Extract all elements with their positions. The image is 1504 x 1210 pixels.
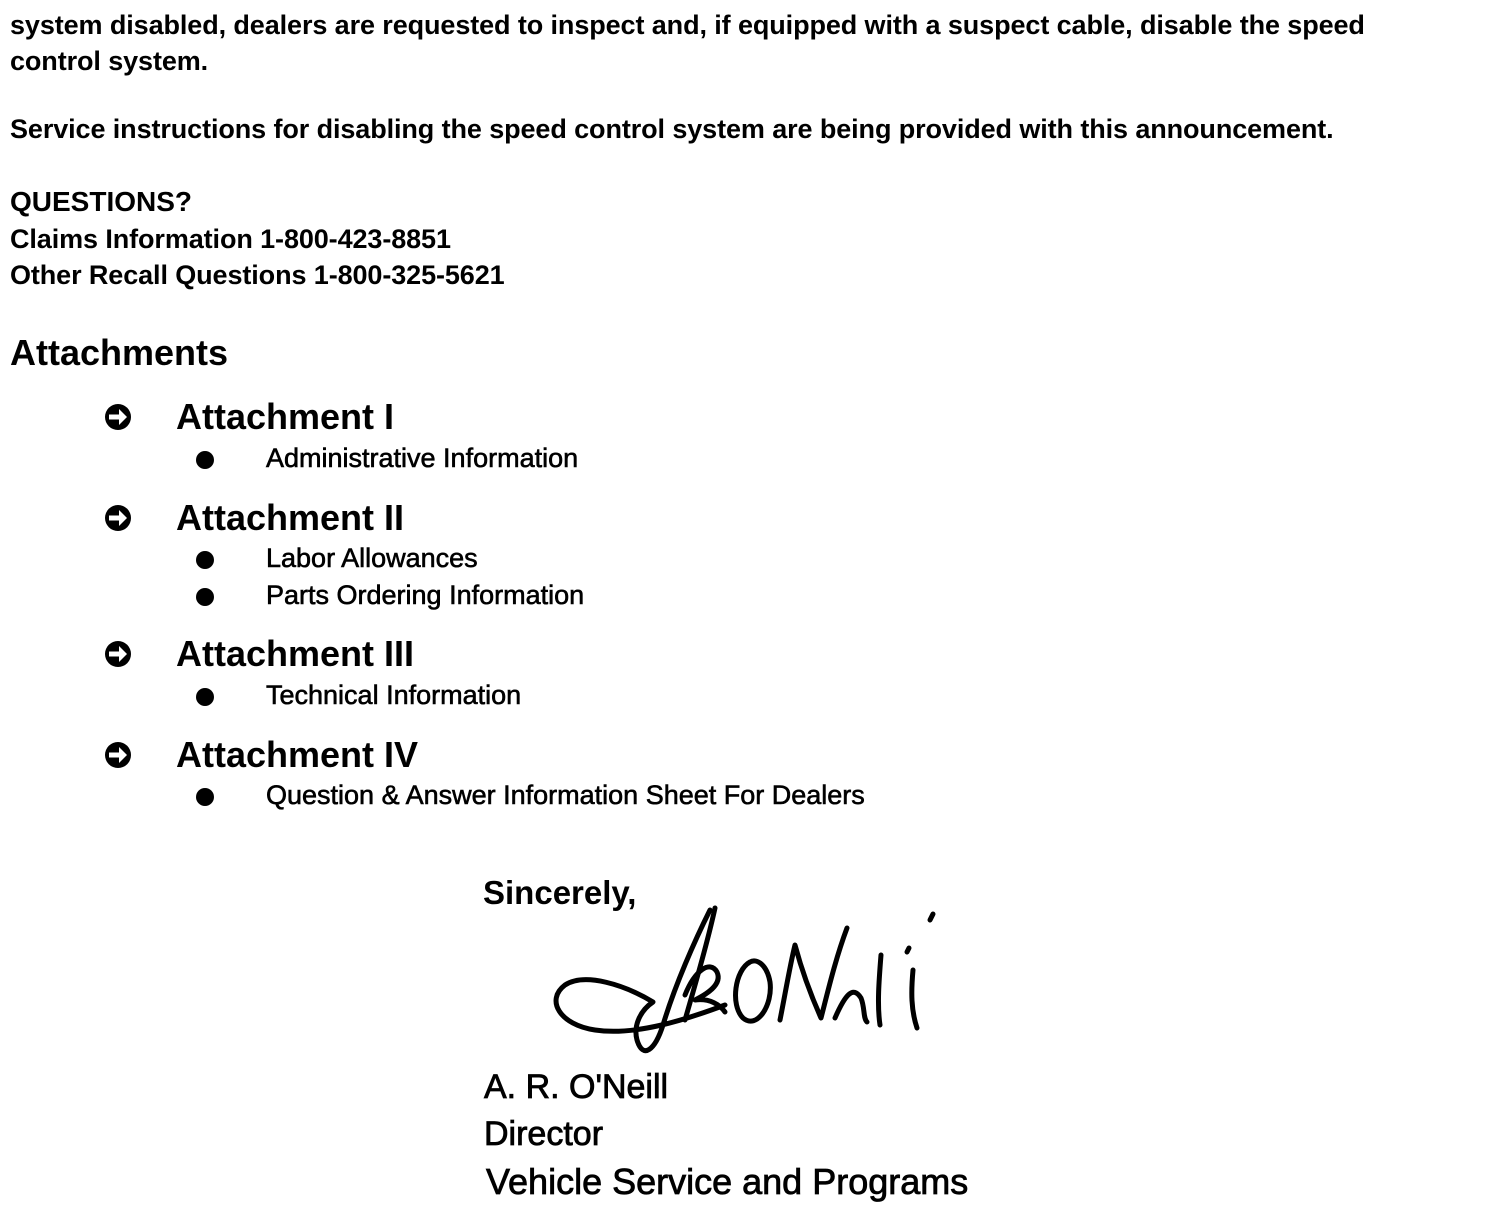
attachment-2-heading: Attachment II: [176, 497, 405, 538]
salutation: Sincerely,: [483, 874, 637, 911]
attachment-2-subitem-1: Labor Allowances: [266, 543, 478, 573]
attachment-1-heading: Attachment I: [176, 396, 395, 437]
attachment-1-subitem-1: Administrative Information: [266, 443, 579, 473]
attachments-heading: Attachments: [10, 332, 229, 373]
attachment-2-subitem-2: Parts Ordering Information: [266, 580, 585, 610]
signer-title: Director: [484, 1115, 604, 1153]
intro-line-1: system disabled, dealers are requested to inspect and, if equipped with a suspect cable, disable the speed: [10, 10, 1365, 40]
bullet-icon: [196, 451, 214, 469]
bullet-icon: [196, 688, 214, 706]
attachment-4-subitem-1: Question & Answer Information Sheet For Dealers: [266, 780, 865, 810]
signer-department: Vehicle Service and Programs: [486, 1161, 969, 1202]
claims-phone-line: Claims Information 1-800-423-8851: [10, 224, 451, 254]
arrow-circle-right-icon: [104, 741, 132, 769]
bullet-icon: [196, 588, 214, 606]
arrow-circle-right-icon: [104, 504, 132, 532]
attachment-3-heading: Attachment III: [176, 633, 415, 674]
signer-name: A. R. O'Neill: [484, 1068, 669, 1106]
bullet-icon: [196, 551, 214, 569]
attachment-4-heading: Attachment IV: [176, 734, 419, 775]
questions-heading: QUESTIONS?: [10, 186, 193, 217]
recall-questions-phone-line: Other Recall Questions 1-800-325-5621: [10, 260, 505, 290]
attachment-3-subitem-1: Technical Information: [266, 680, 522, 710]
intro-line-2: control system.: [10, 46, 209, 76]
bullet-icon: [196, 788, 214, 806]
signature-image: [545, 900, 955, 1065]
arrow-circle-right-icon: [104, 640, 132, 668]
arrow-circle-right-icon: [104, 403, 132, 431]
service-instructions-text: Service instructions for disabling the speed control system are being provided with this announcement.: [10, 114, 1334, 144]
